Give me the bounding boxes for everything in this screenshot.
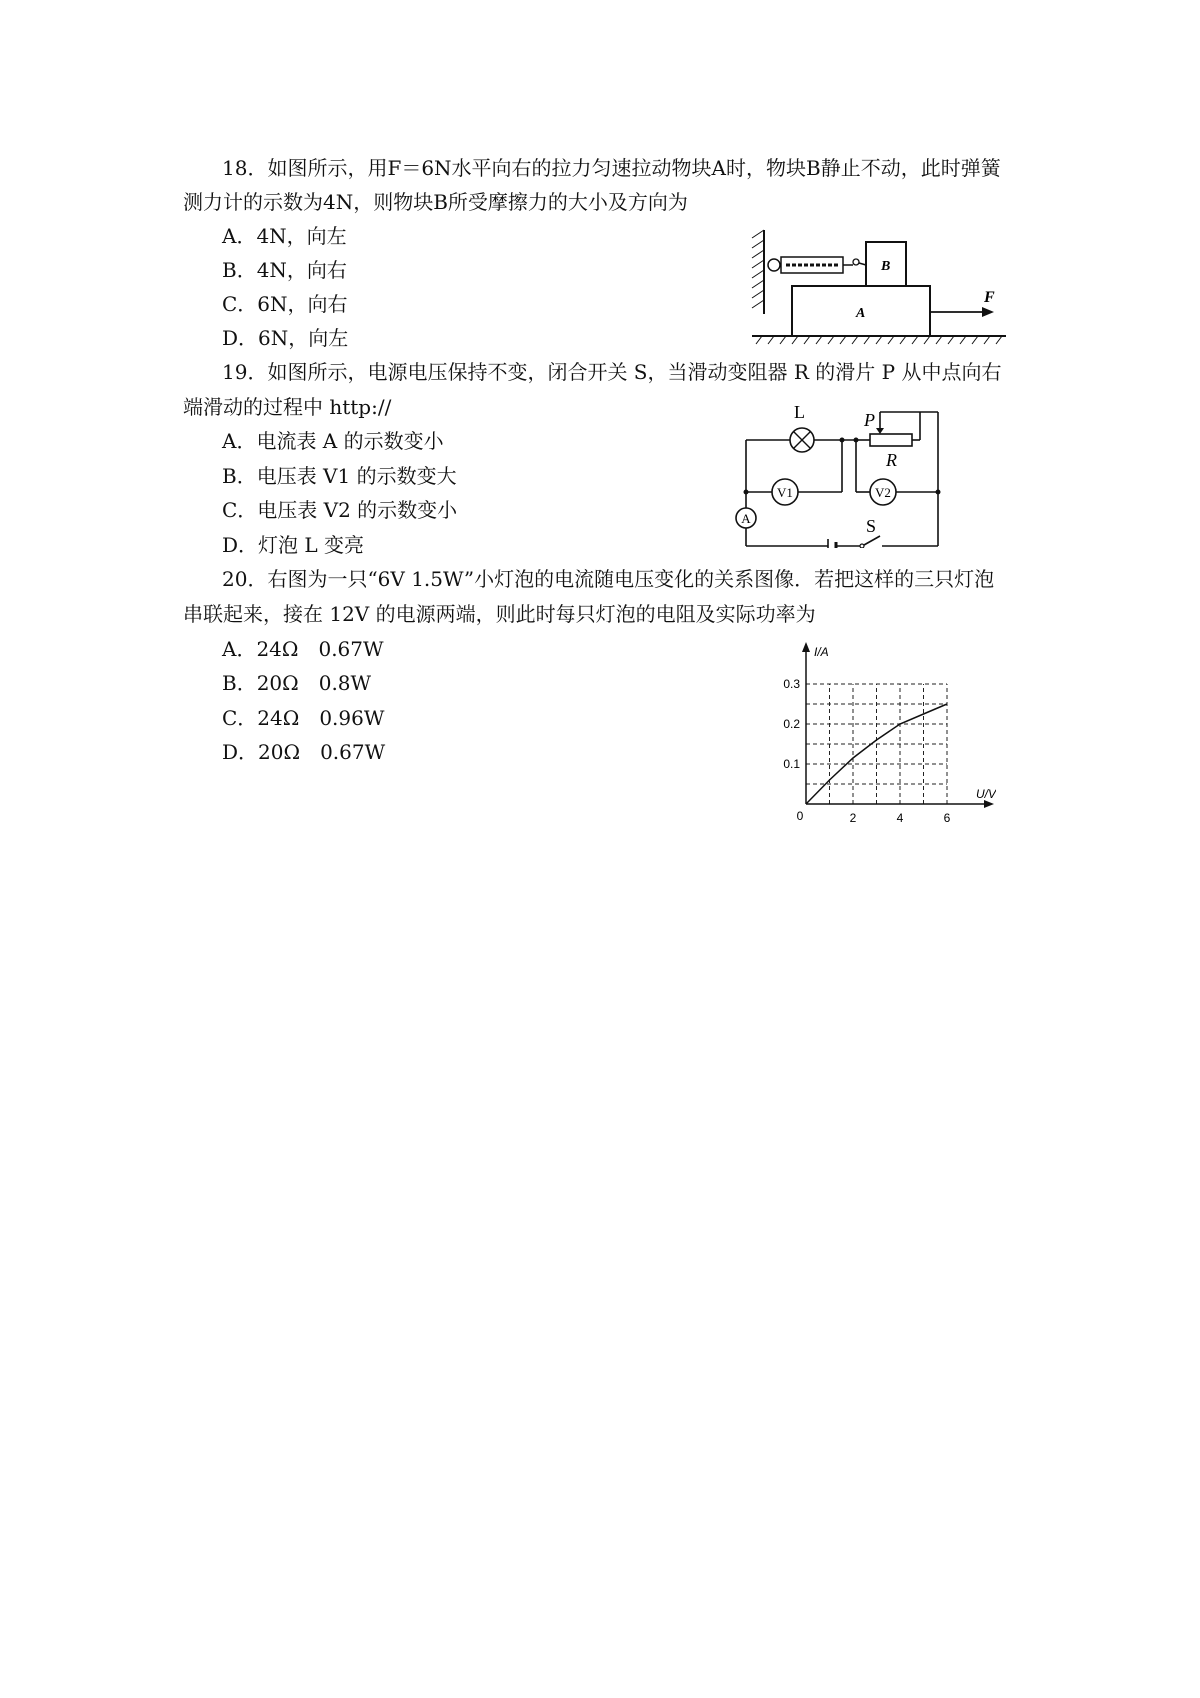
q19-stem-line1: 19．如图所示，电源电压保持不变，闭合开关 S，当滑动变阻器 R 的滑片 P 从中点向右 xyxy=(222,360,1002,384)
label-voltmeter-1: V1 xyxy=(777,485,793,500)
q18-stem-line2: 测力计的示数为4N，则物块B所受摩擦力的大小及方向为 xyxy=(183,190,688,214)
x-tick-label: 6 xyxy=(943,811,951,825)
q20-iv-chart xyxy=(780,640,996,826)
x-axis-arrow xyxy=(984,800,994,808)
label-resistor: R xyxy=(886,450,897,470)
label-switch: S xyxy=(866,516,877,536)
x-tick-label: 2 xyxy=(849,811,857,825)
label-ammeter: A xyxy=(741,511,751,526)
q18-stem-line1: 18．如图所示，用F＝6N水平向右的拉力匀速拉动物块A时，物块B静止不动，此时弹簧 xyxy=(222,156,1001,180)
label-block-a: A xyxy=(856,306,866,321)
label-block-b: B xyxy=(881,259,891,274)
q19-option-c: C．电压表 V2 的示数变小 xyxy=(222,498,458,522)
q18-option-a: A．4N，向左 xyxy=(222,224,347,248)
y-axis-arrow xyxy=(802,642,810,652)
q20-option-c: C．24Ω 0.96W xyxy=(222,706,385,730)
y-axis-label: I/A xyxy=(814,645,829,659)
q19-figure-circuit xyxy=(732,398,948,548)
label-slider-p: P xyxy=(864,410,875,430)
y-tick-label: 0.3 xyxy=(783,677,800,691)
q18-option-b: B．4N，向右 xyxy=(222,258,347,282)
y-tick-label: 0.1 xyxy=(783,757,800,771)
y-tick-label: 0.2 xyxy=(783,717,800,731)
q19-option-a: A．电流表 A 的示数变小 xyxy=(222,429,444,453)
x-axis-label: U/V xyxy=(976,787,996,801)
x-tick-label: 4 xyxy=(896,811,904,825)
q18-option-c: C．6N，向右 xyxy=(222,292,348,316)
q20-stem-line1: 20．右图为一只“6V 1.5W”小灯泡的电流随电压变化的关系图像．若把这样的三只灯泡 xyxy=(222,567,995,591)
q20-option-a: A．24Ω 0.67W xyxy=(222,637,384,661)
label-voltmeter-2: V2 xyxy=(875,485,891,500)
q18-option-d: D．6N，向左 xyxy=(222,326,349,350)
q19-option-d: D．灯泡 L 变亮 xyxy=(222,533,365,557)
origin-label: 0 xyxy=(796,809,804,823)
q19-stem-line2: 端滑动的过程中 http:// xyxy=(183,395,392,419)
q20-option-d: D．20Ω 0.67W xyxy=(222,740,386,764)
q20-stem-line2: 串联起来，接在 12V 的电源两端，则此时每只灯泡的电阻及实际功率为 xyxy=(183,602,816,626)
q20-option-b: B．20Ω 0.8W xyxy=(222,671,372,695)
label-force-f: F xyxy=(984,289,995,306)
q19-option-b: B．电压表 V1 的示数变大 xyxy=(222,464,457,488)
q18-figure-spring-blocks xyxy=(748,226,1010,350)
label-lamp: L xyxy=(794,402,805,422)
